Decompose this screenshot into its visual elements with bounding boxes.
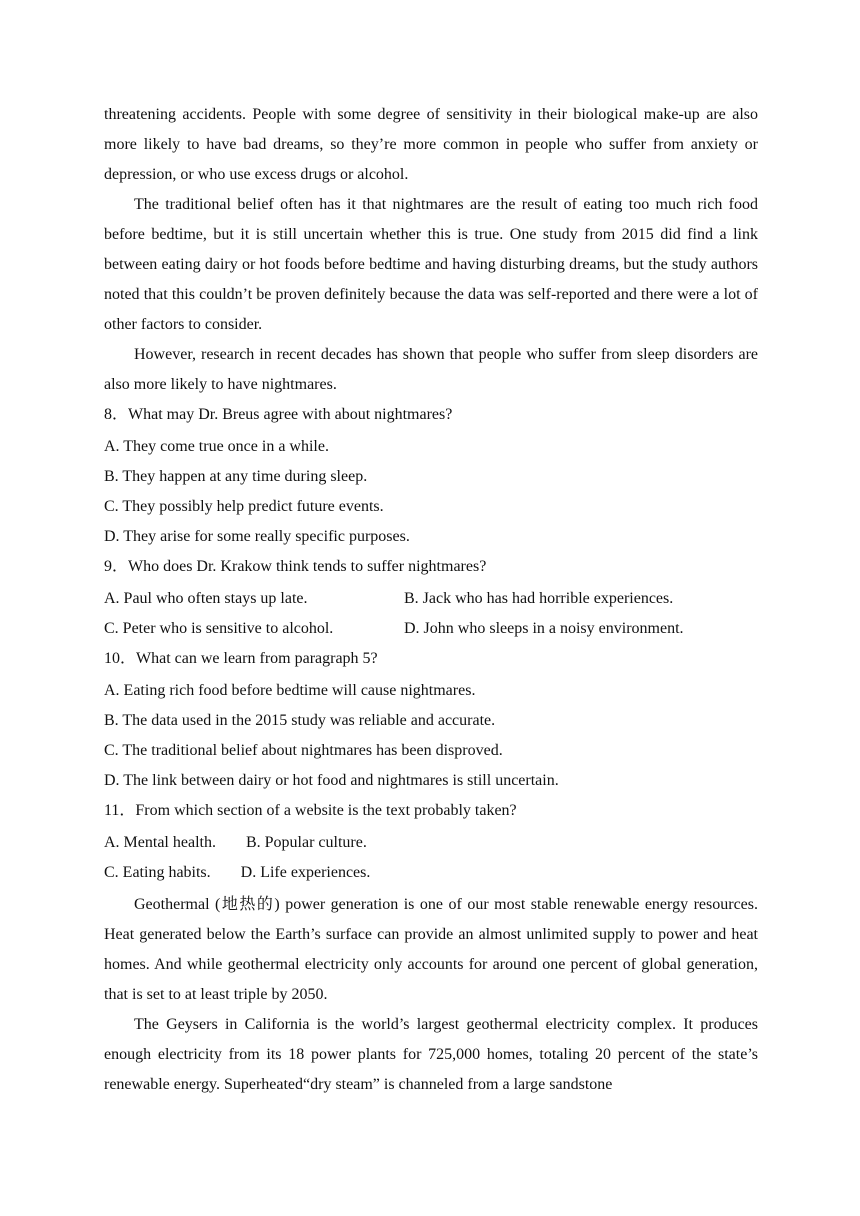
question-10-stem: 10．What can we learn from paragraph 5? [104,650,378,667]
question-9-option-b: B. Jack who has had horrible experiences. [404,590,674,607]
question-10-option-a: A. Eating rich food before bedtime will cause nightmares. [104,682,476,699]
passage-paragraph: Geothermal (地热的) power generation is one of our most stable renewable energy resources. Heat generated below the Earth’s surface can provide an almost unlimited supply to power and heat homes. And while geothermal electricity only accounts for around one percent of global generation, that is set to at least triple by 2050. [104,896,758,1003]
question-8-option-a: A. They come true once in a while. [104,438,329,455]
question-11-options-row [104,858,758,888]
question-11-option-b: B. Popular culture. [245,834,367,851]
question-11-options-row [104,828,758,858]
question-8-option-d: D. They arise for some really specific purposes. [104,528,410,545]
question-8-option-b: B. They happen at any time during sleep. [104,468,368,485]
passage-paragraph: threatening accidents. People with some degree of sensitivity in their biological make-up are also more likely to have bad dreams, so they’re more common in people who suffer from anxiety or depression, or who use excess drugs or alcohol. [104,106,758,183]
question-8-option-c: C. They possibly help predict future events. [104,498,384,515]
question-10-option-c: C. The traditional belief about nightmares has been disproved. [104,742,503,759]
question-10-option-d: D. The link between dairy or hot food and nightmares is still uncertain. [104,772,559,789]
question-9-stem: 9．Who does Dr. Krakow think tends to suffer nightmares? [104,558,487,575]
question-11-option-d: D. Life experiences. [240,864,371,881]
question-11-stem: 11．From which section of a website is the text probably taken? [104,802,517,819]
question-10-option-b: B. The data used in the 2015 study was reliable and accurate. [104,712,496,729]
passage-paragraph: The traditional belief often has it that nightmares are the result of eating too much rich food before bedtime, but it is still uncertain whether this is true. One study from 2015 did find a link between eating dairy or hot foods before bedtime and having disturbing dreams, but the study authors noted that this couldn’t be proven definitely because the data was self-reported and there were a lot of other factors to consider. [104,196,758,333]
question-9-option-a: A. Paul who often stays up late. [104,590,308,607]
question-8-stem: 8．What may Dr. Breus agree with about nightmares? [104,406,453,423]
question-9-option-c: C. Peter who is sensitive to alcohol. [104,620,334,637]
question-9-option-d: D. John who sleeps in a noisy environment. [404,620,684,637]
passage-paragraph: However, research in recent decades has shown that people who suffer from sleep disorders are also more likely to have nightmares. [104,346,758,393]
question-11-option-a: A. Mental health. [104,834,216,851]
question-9-options-row [104,614,758,644]
passage-paragraph: The Geysers in California is the world’s largest geothermal electricity complex. It produces enough electricity from its 18 power plants for 725,000 homes, totaling 20 percent of the state’s renewable energy. Superheated“dry steam” is channeled from a large sandstone [104,1016,758,1093]
question-9-options-row [104,584,758,614]
question-11-option-c: C. Eating habits. [104,864,211,881]
